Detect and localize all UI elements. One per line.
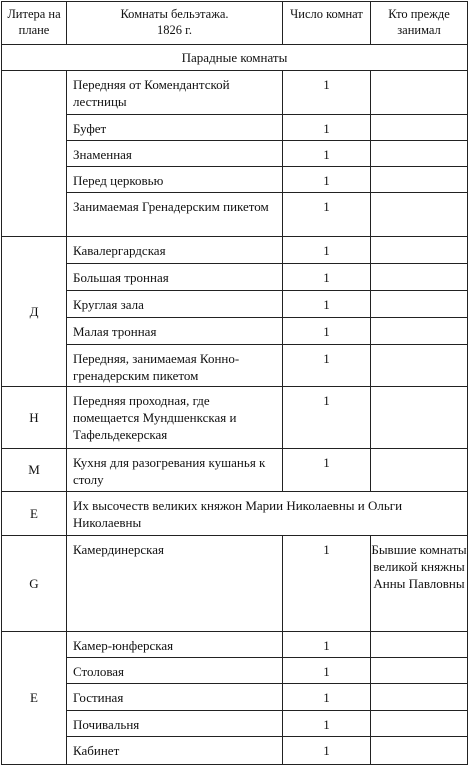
letter-cell: Д	[2, 237, 67, 387]
previous-occupant-cell	[371, 737, 468, 765]
room-count-cell: 1	[283, 449, 371, 492]
table-row	[2, 237, 468, 264]
previous-occupant-cell	[371, 318, 468, 345]
previous-occupant-cell	[371, 449, 468, 492]
room-name-cell: Передняя, занимаемая Конно-гренадерским пикетом	[67, 345, 283, 387]
table-row	[2, 711, 468, 737]
room-count-cell: 1	[283, 345, 371, 387]
room-name-cell: Кавалергардская	[67, 237, 283, 264]
previous-occupant-cell	[371, 167, 468, 193]
previous-occupant-cell	[371, 291, 468, 318]
letter-cell	[2, 71, 67, 237]
letter-cell: Е	[2, 632, 67, 765]
previous-occupant-cell	[371, 711, 468, 737]
header-rooms-line1: Комнаты бельэтажа.	[120, 7, 229, 21]
table-row	[2, 167, 468, 193]
table-row	[2, 71, 468, 115]
table-row	[2, 684, 468, 711]
previous-occupant-cell	[371, 684, 468, 711]
previous-occupant-cell	[371, 658, 468, 684]
table-row	[2, 318, 468, 345]
previous-occupant-cell	[371, 141, 468, 167]
span-cell: Их высочеств великих княжон Марии Николаевны и Ольги Николаевны	[67, 492, 468, 536]
room-name-cell: Кухня для разогревания кушанья к столу	[67, 449, 283, 492]
table-row	[2, 658, 468, 684]
previous-occupant-cell	[371, 237, 468, 264]
table-row	[2, 449, 468, 492]
room-count-cell: 1	[283, 167, 371, 193]
table-row	[2, 536, 468, 632]
letter-cell: Н	[2, 387, 67, 449]
header-count: Число комнат	[283, 2, 371, 45]
room-name-cell: Камердинерская	[67, 536, 283, 632]
previous-occupant-cell	[371, 264, 468, 291]
room-count-cell: 1	[283, 711, 371, 737]
table-row	[2, 141, 468, 167]
room-name-cell: Почивальня	[67, 711, 283, 737]
table-row	[2, 264, 468, 291]
room-count-cell: 1	[283, 115, 371, 141]
room-name-cell: Буфет	[67, 115, 283, 141]
letter-cell: Е	[2, 492, 67, 536]
room-name-cell: Знаменная	[67, 141, 283, 167]
section-title: Парадные комнаты	[2, 45, 468, 71]
previous-occupant-cell	[371, 71, 468, 115]
room-name-cell: Гостиная	[67, 684, 283, 711]
table-row	[2, 193, 468, 237]
room-count-cell: 1	[283, 684, 371, 711]
room-count-cell: 1	[283, 658, 371, 684]
room-name-cell: Малая тронная	[67, 318, 283, 345]
room-count-cell: 1	[283, 632, 371, 658]
room-count-cell: 1	[283, 264, 371, 291]
rooms-table	[1, 1, 468, 765]
room-count-cell: 1	[283, 193, 371, 237]
previous-occupant-cell	[371, 115, 468, 141]
room-count-cell: 1	[283, 291, 371, 318]
previous-occupant-cell	[371, 387, 468, 449]
table-body	[2, 71, 468, 765]
room-name-cell: Кабинет	[67, 737, 283, 765]
table-row	[2, 492, 468, 536]
room-name-cell: Камер-юнферская	[67, 632, 283, 658]
header-rooms	[67, 2, 283, 45]
table-row	[2, 632, 468, 658]
previous-occupant-cell	[371, 632, 468, 658]
room-name-cell: Столовая	[67, 658, 283, 684]
previous-occupant-cell: Бывшие комнаты великой княжны Анны Павловны	[371, 536, 468, 632]
table-row	[2, 291, 468, 318]
header-previous: Кто прежде занимал	[371, 2, 468, 45]
header-letter: Литера на плане	[2, 2, 67, 45]
previous-occupant-cell	[371, 193, 468, 237]
room-count-cell: 1	[283, 387, 371, 449]
room-count-cell: 1	[283, 536, 371, 632]
table-row	[2, 387, 468, 449]
previous-occupant-cell	[371, 345, 468, 387]
room-name-cell: Передняя проходная, где помещается Мундшенкская и Тафельдекерская	[67, 387, 283, 449]
room-count-cell: 1	[283, 237, 371, 264]
table-row	[2, 737, 468, 765]
room-count-cell: 1	[283, 141, 371, 167]
room-count-cell: 1	[283, 71, 371, 115]
header-rooms-line2: 1826 г.	[157, 23, 192, 37]
table-row	[2, 115, 468, 141]
room-name-cell: Большая тронная	[67, 264, 283, 291]
table-row	[2, 345, 468, 387]
room-count-cell: 1	[283, 318, 371, 345]
room-count-cell: 1	[283, 737, 371, 765]
letter-cell: М	[2, 449, 67, 492]
room-name-cell: Круглая зала	[67, 291, 283, 318]
room-name-cell: Передняя от Комендантской лестницы	[67, 71, 283, 115]
room-name-cell: Перед церковью	[67, 167, 283, 193]
letter-cell: G	[2, 536, 67, 632]
room-name-cell: Занимаемая Гренадерским пикетом	[67, 193, 283, 237]
